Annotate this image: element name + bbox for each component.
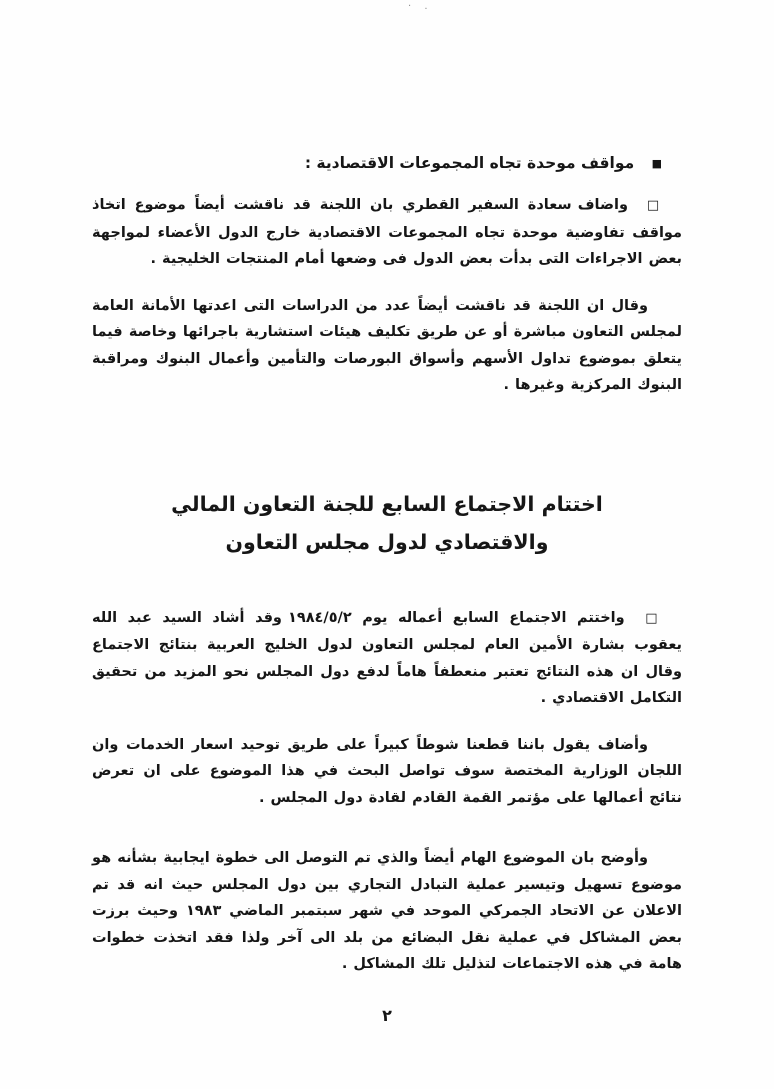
section2-title-line2: والاقتصادي لدول مجلس التعاون <box>225 529 549 554</box>
section1-paragraph-1 <box>92 192 682 273</box>
page-number: ٢ <box>382 1006 392 1025</box>
section1-heading <box>92 154 682 172</box>
section2-title-line1: اختتام الاجتماع السابع للجنة التعاون المالي <box>171 491 603 516</box>
section1-heading-text: مواقف موحدة تجاه المجموعات الاقتصادية : <box>304 154 635 172</box>
filled-square-bullet-icon: ■ <box>651 157 662 170</box>
section2-title <box>92 485 682 561</box>
document-content <box>92 154 682 998</box>
section2-paragraph-2: وأضاف يقول باننا قطعنا شوطاً كبيراً على طريق توحيد اسعار الخدمات وان اللجان الوزارية المختصة سوف تواصل البحث في هذا الموضوع على ان تعرض نتائج أعمالها على مؤتمر القمة القادم لقادة دول المجلس . <box>92 736 682 806</box>
section1-paragraph-1-text: واضاف سعادة السفير القطري بان اللجنة قد ناقشت أيضاً موضوع اتخاذ مواقف تفاوضية موحدة تجاه المجموعات الاقتصادية خارج الدول الأعضاء لمواجهة بعض الاجراءات التى بدأت بعض الدول فى وضعها أمام المنتجات الخليجية . <box>92 197 682 267</box>
open-square-marker-icon: □ <box>646 198 662 213</box>
section2-paragraph-1 <box>92 605 682 712</box>
section2-paragraph-3: وأوضح بان الموضوع الهام أيضاً والذي تم التوصل الى خطوة ايجابية بشأنه هو موضوع تسهيل وتيسير عملية التبادل التجاري بين دول المجلس حيث انه قد تم الاعلان عن الاتحاد الجمركي الموحد في شهر سبتمبر الماضي ١٩٨٣ وحيث برزت بعض المشاكل في عملية نقل البضائع من بلد الى آخر ولذا فقد اتخذت خطوات هامة في هذه الاجتماعات لتذليل تلك المشاكل . <box>92 850 682 972</box>
open-square-marker-icon: □ <box>645 610 662 626</box>
section1-paragraph-2: وقال ان اللجنة قد ناقشت أيضاً عدد من الدراسات التى اعدتها الأمانة العامة لمجلس التعاون مباشرة أو عن طريق تكليف هيئات استشارية باجرائها وخاصة فيما يتعلق بموضوع تداول الأسهم وأسواق البورصات والتأمين وأعمال البنوك ومراقبة البنوك المركزية وغيرها . <box>92 297 682 393</box>
section2-paragraph-1-text: واختتم الاجتماع السابع أعماله يوم ١٩٨٤/٥/٢ وقد أشاد السيد عبد الله يعقوب بشارة الأمين العام لمجلس التعاون لدول الخليج العربية بنتائج الاجتماع وقال ان هذه النتائج تعتبر منعطفاً هاماً لدفع دول المجلس نحو المزيد من تحقيق التكامل الاقتصادي . <box>92 609 682 706</box>
scan-artifact-marks: · . <box>408 1 433 12</box>
